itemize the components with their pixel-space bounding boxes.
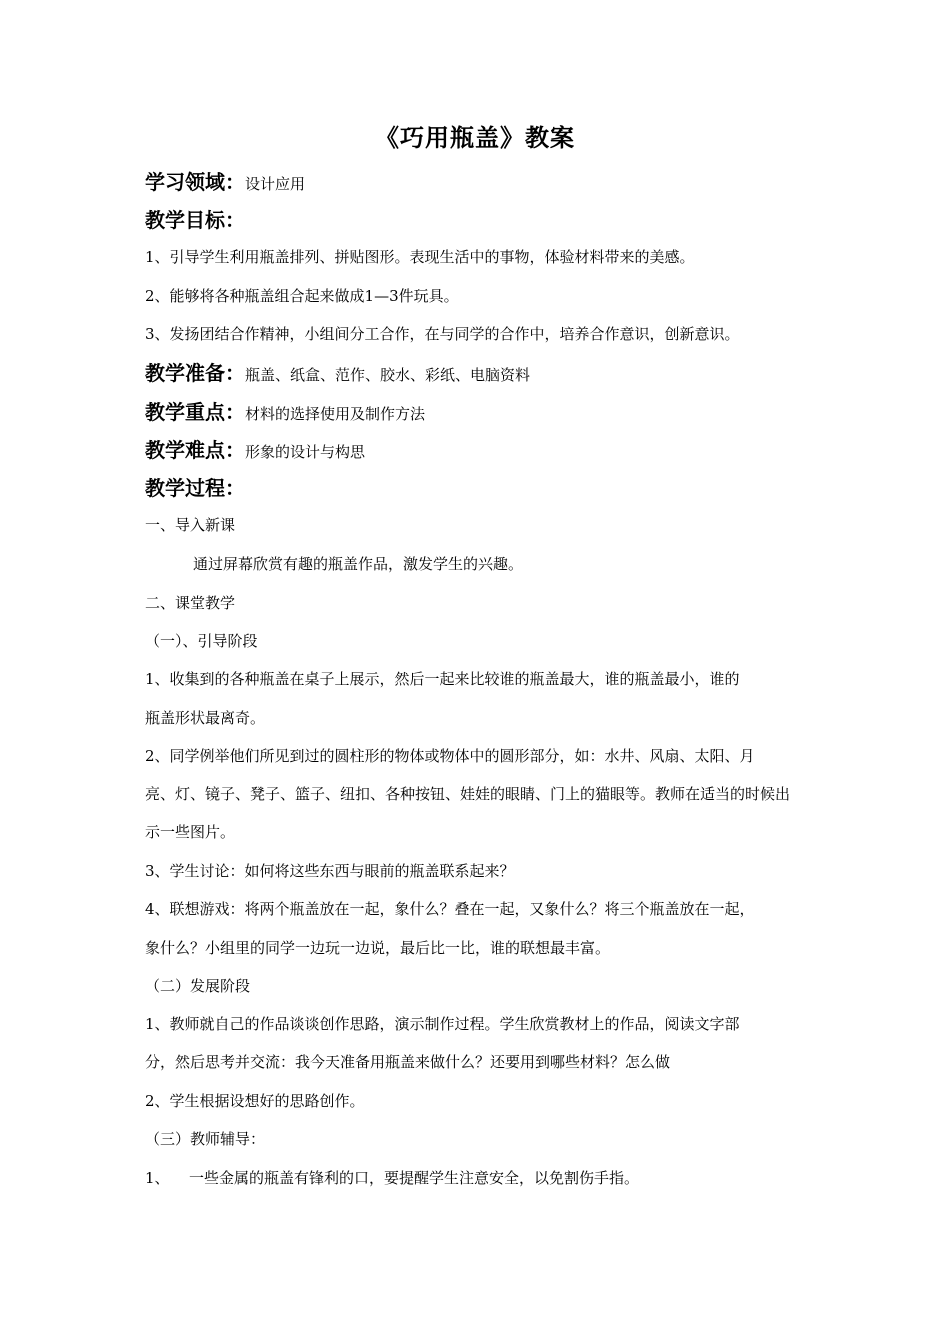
stage-item: 2、同学例举他们所见到过的圆柱形的物体或物体中的圆形部分，如：水井、风扇、太阳、月 (145, 747, 755, 765)
difficulties-label: 教学难点： (145, 438, 245, 462)
key-points-value: 材料的选择使用及制作方法 (245, 405, 426, 423)
section-title: 一、导入新课 (145, 516, 236, 534)
learning-domain-value: 设计应用 (245, 175, 306, 193)
process-heading: 教学过程： (145, 476, 245, 500)
preparation-value: 瓶盖、纸盒、范作、胶水、彩纸、电脑资料 (245, 366, 531, 384)
stage-item: 3、学生讨论：如何将这些东西与眼前的瓶盖联系起来？ (145, 862, 515, 880)
stage-item (145, 1167, 639, 1188)
section-title: 二、课堂教学 (145, 594, 236, 612)
stage-title: （三）教师辅导： (145, 1130, 266, 1148)
section-text: 通过屏幕欣赏有趣的瓶盖作品，激发学生的兴趣。 (193, 555, 524, 573)
stage-item: 4、联想游戏：将两个瓶盖放在一起，象什么？叠在一起，又象什么？将三个瓶盖放在一起， (145, 900, 755, 918)
key-points-row (145, 396, 425, 425)
objective-item: 1、引导学生利用瓶盖排列、拼贴图形。表现生活中的事物，体验材料带来的美感。 (145, 248, 695, 266)
preparation-row (145, 357, 530, 386)
objective-item: 3、发扬团结合作精神，小组间分工合作，在与同学的合作中，培养合作意识，创新意识。 (145, 325, 740, 343)
document-title: 《巧用瓶盖》教案 (375, 124, 575, 152)
stage-item: 1、教师就自己的作品谈谈创作思路，演示制作过程。学生欣赏教材上的作品，阅读文字部 (145, 1015, 740, 1033)
stage-title: （一）、引导阶段 (145, 632, 258, 650)
stage-title: （二）发展阶段 (145, 977, 251, 995)
stage-item: 2、学生根据设想好的思路创作。 (145, 1092, 365, 1110)
key-points-label: 教学重点： (145, 400, 245, 424)
stage-item: 象什么？小组里的同学一边玩一边说，最后比一比，谁的联想最丰富。 (145, 939, 611, 957)
stage-item: 亮、灯、镜子、凳子、篮子、纽扣、各种按钮、娃娃的眼睛、门上的猫眼等。教师在适当的时候出 (145, 785, 791, 803)
learning-domain-row (145, 166, 305, 195)
stage-item: 分，然后思考并交流：我今天准备用瓶盖来做什么？还要用到哪些材料？怎么做 (145, 1053, 671, 1071)
preparation-label: 教学准备： (145, 361, 245, 385)
stage-item: 示一些图片。 (145, 823, 236, 841)
learning-domain-label: 学习领域： (145, 170, 245, 194)
difficulties-row (145, 434, 365, 463)
stage-item-number: 1、 (145, 1169, 170, 1187)
stage-item: 1、收集到的各种瓶盖在桌子上展示，然后一起来比较谁的瓶盖最大，谁的瓶盖最小，谁的 (145, 670, 740, 688)
objective-item: 2、能够将各种瓶盖组合起来做成1—3件玩具。 (145, 287, 459, 305)
stage-item: 瓶盖形状最离奇。 (145, 709, 266, 727)
stage-item-text: 一些金属的瓶盖有锋利的口，要提醒学生注意安全，以免割伤手指。 (189, 1169, 640, 1187)
objectives-heading: 教学目标： (145, 208, 245, 232)
difficulties-value: 形象的设计与构思 (245, 443, 366, 461)
